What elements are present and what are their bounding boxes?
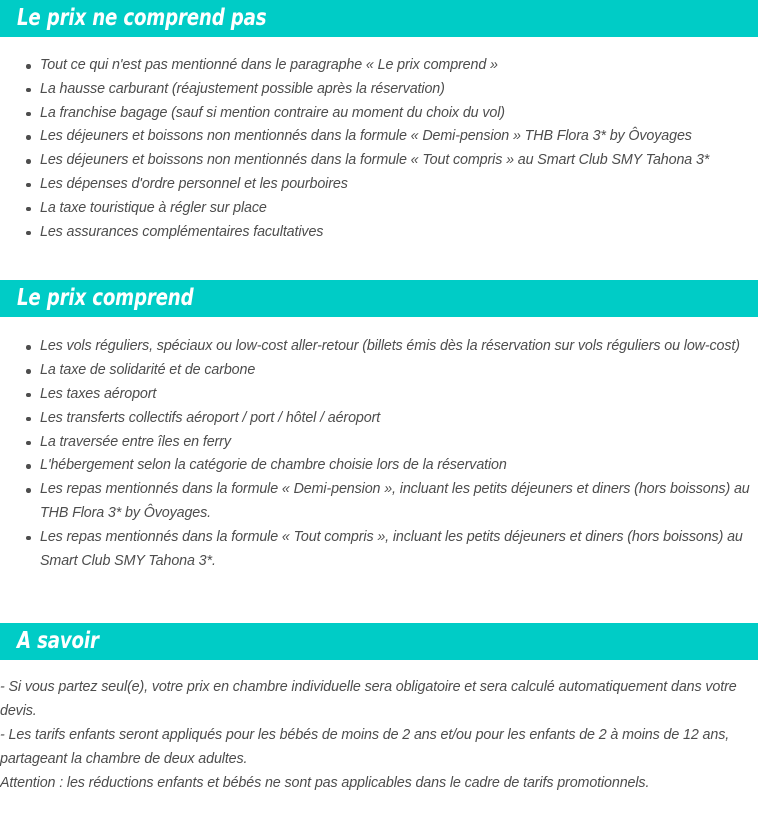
list-item: Les vols réguliers, spéciaux ou low-cost aller-retour (billets émis dès la réservation sur vols réguliers ou low-cost) [0, 335, 758, 359]
list-item: Les taxes aéroport [0, 383, 758, 407]
section-title: Le prix comprend [17, 285, 194, 312]
list-item: Les déjeuners et boissons non mentionnés dans la formule « Demi-pension » THB Flora 3* by Ôvoyages [0, 125, 758, 149]
section-title: A savoir [17, 628, 99, 655]
section-header-le-prix-ne-comprend-pas [0, 0, 758, 37]
section-header-le-prix-comprend [0, 280, 758, 317]
inclusions-list [0, 317, 758, 573]
list-item: L'hébergement selon la catégorie de chambre choisie lors de la réservation [0, 454, 758, 478]
list-item: La traversée entre îles en ferry [0, 431, 758, 455]
list-item: Les repas mentionnés dans la formule « Tout compris », incluant les petits déjeuners et diners (hors boissons) au Smart Club SMY Tahona 3*. [0, 526, 758, 574]
list-item: Les assurances complémentaires facultatives [0, 221, 758, 245]
list-item: La taxe de solidarité et de carbone [0, 359, 758, 383]
list-item: La franchise bagage (sauf si mention contraire au moment du choix du vol) [0, 102, 758, 126]
section-spacer [0, 573, 758, 623]
section-header-a-savoir [0, 623, 758, 660]
exclusions-list [0, 37, 758, 244]
note-paragraph: - Les tarifs enfants seront appliqués pour les bébés de moins de 2 ans et/ou pour les enfants de 2 à moins de 12 ans, partageant la chambre de deux adultes. [0, 726, 730, 767]
section-spacer [0, 244, 758, 280]
note-paragraph: Attention : les réductions enfants et bébés ne sont pas applicables dans le cadre de tarifs promotionnels. [0, 774, 650, 791]
list-item: Les déjeuners et boissons non mentionnés dans la formule « Tout compris » au Smart Club SMY Tahona 3* [0, 149, 758, 173]
list-item: Les dépenses d'ordre personnel et les pourboires [0, 173, 758, 197]
list-item: La taxe touristique à régler sur place [0, 197, 758, 221]
note-paragraph: - Si vous partez seul(e), votre prix en chambre individuelle sera obligatoire et sera calculé automatiquement dans votre devis. [0, 679, 737, 720]
notes-block [0, 660, 758, 795]
section-title: Le prix ne comprend pas [17, 5, 267, 31]
list-item: Tout ce qui n'est pas mentionné dans le paragraphe « Le prix comprend » [0, 54, 758, 78]
list-item: La hausse carburant (réajustement possible après la réservation) [0, 78, 758, 102]
list-item: Les repas mentionnés dans la formule « Demi-pension », incluant les petits déjeuners et diners (hors boissons) au THB Flora 3* by Ôvoyages. [0, 478, 758, 526]
list-item: Les transferts collectifs aéroport / port / hôtel / aéroport [0, 407, 758, 431]
